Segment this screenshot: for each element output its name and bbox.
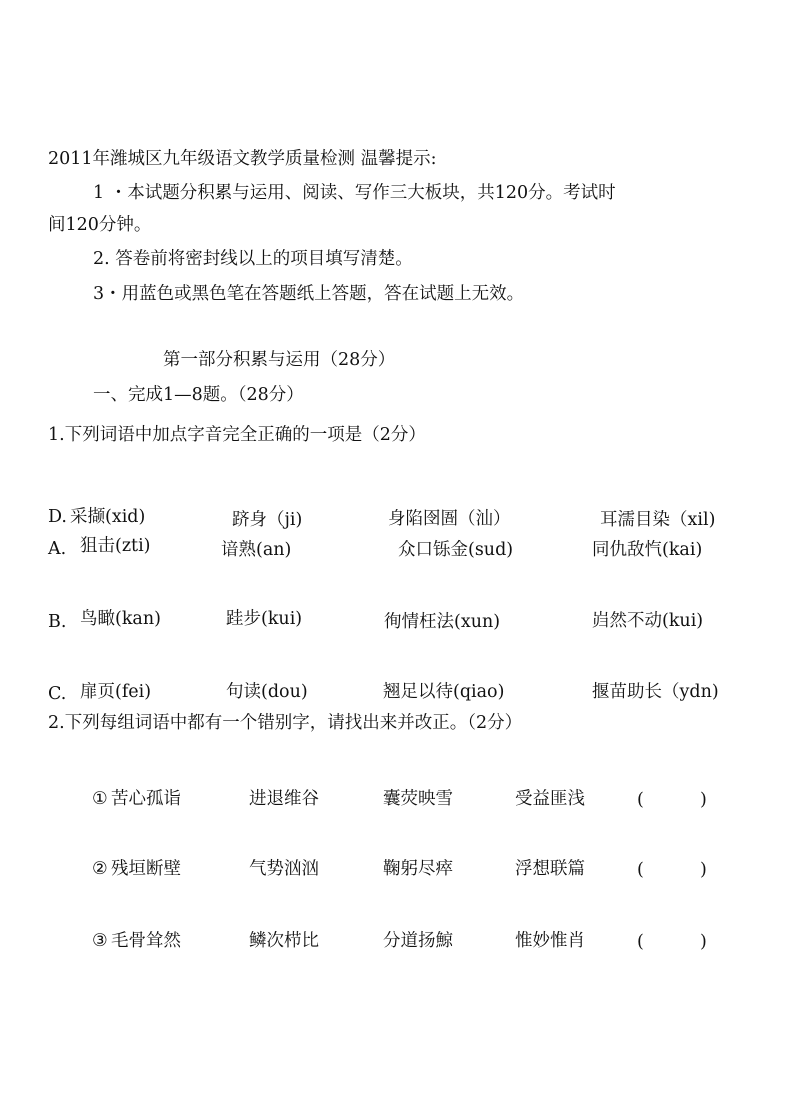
q2-word: 鳞次栉比 bbox=[249, 931, 319, 951]
q1-option-item: 跬步(kui) bbox=[226, 609, 303, 629]
q1-option-label: C. bbox=[48, 684, 67, 704]
q1-option-item: 同仇敌忾(kai) bbox=[592, 540, 703, 560]
q2-word: 分道扬鯨 bbox=[383, 931, 453, 951]
q1-option-item: 扉页(fei) bbox=[80, 682, 152, 702]
doc-title-line: 2011年潍城区九年级语文教学质量检测 温馨提示: bbox=[48, 149, 437, 169]
q2-word: 苦心孤诣 bbox=[111, 789, 181, 809]
q1-option-item: 跻身（ji) bbox=[232, 510, 303, 530]
q2-row-number: ② bbox=[92, 859, 108, 879]
q2-word: 浮想联篇 bbox=[515, 859, 585, 879]
q2-word: 进退维谷 bbox=[249, 789, 319, 809]
sub-title: 一、完成1—8题。（28分） bbox=[93, 385, 304, 405]
q1-option-item: 谙熟(an) bbox=[221, 540, 292, 560]
tip-1-continued: 间120分钟。 bbox=[48, 215, 152, 235]
q2-stem: 2.下列每组词语中都有一个错别字，请找出来并改正。（2分） bbox=[48, 713, 523, 733]
q2-answer-paren-open: ( bbox=[637, 860, 644, 880]
q1-stem: 1.下列词语中加点字音完全正确的一项是（2分） bbox=[48, 425, 426, 445]
q1-option-label: B. bbox=[48, 612, 67, 632]
q2-answer-paren-close: ) bbox=[700, 790, 707, 810]
q2-answer-paren-close: ) bbox=[700, 860, 707, 880]
q2-answer-paren-close: ) bbox=[700, 932, 707, 952]
q1-option-item: 狙击(zti) bbox=[80, 536, 151, 556]
q1-option-item: 句读(dou) bbox=[226, 682, 308, 702]
q2-word: 受益匪浅 bbox=[515, 789, 585, 809]
tip-2: 2. 答卷前将密封线以上的项目填写清楚。 bbox=[93, 249, 413, 269]
q1-option-item: 众口铄金(sud) bbox=[398, 540, 514, 560]
q1-option-item: 翘足以待(qiao) bbox=[383, 682, 505, 702]
q2-row-number: ③ bbox=[92, 931, 108, 951]
q1-option-item: 耳濡目染（xil) bbox=[600, 510, 716, 530]
part-title: 第一部分积累与运用（28分） bbox=[163, 350, 396, 370]
q1-option-item: 徇情枉法(xun) bbox=[384, 612, 501, 632]
q2-word: 残垣断壁 bbox=[111, 859, 181, 879]
q2-answer-paren-open: ( bbox=[637, 932, 644, 952]
q2-row-number: ① bbox=[92, 789, 108, 809]
q1-option-item: 身陷囹圄（汕） bbox=[388, 509, 511, 529]
q2-word: 惟妙惟肖 bbox=[515, 931, 585, 951]
q1-option-item: 岿然不动(kui) bbox=[592, 611, 704, 631]
q1-option-label: D. bbox=[48, 507, 67, 527]
q2-word: 毛骨耸然 bbox=[111, 931, 181, 951]
q2-word: 囊荧映雪 bbox=[383, 789, 453, 809]
q2-word: 气势汹汹 bbox=[249, 859, 319, 879]
q2-word: 鞠躬尽瘁 bbox=[383, 859, 453, 879]
q1-option-label: A. bbox=[48, 539, 67, 559]
q2-answer-paren-open: ( bbox=[637, 790, 644, 810]
tip-3: 3・用蓝色或黑色笔在答题纸上答题，答在试题上无效。 bbox=[93, 284, 525, 304]
tip-1: 1 ・本试题分积累与运用、阅读、写作三大板块，共120分。考试时 bbox=[93, 183, 616, 203]
q1-option-item: 揠苗助长（ydn) bbox=[592, 682, 719, 702]
q1-option-item: 采撷(xid) bbox=[70, 507, 146, 527]
q1-option-item: 鸟瞰(kan) bbox=[80, 609, 161, 629]
